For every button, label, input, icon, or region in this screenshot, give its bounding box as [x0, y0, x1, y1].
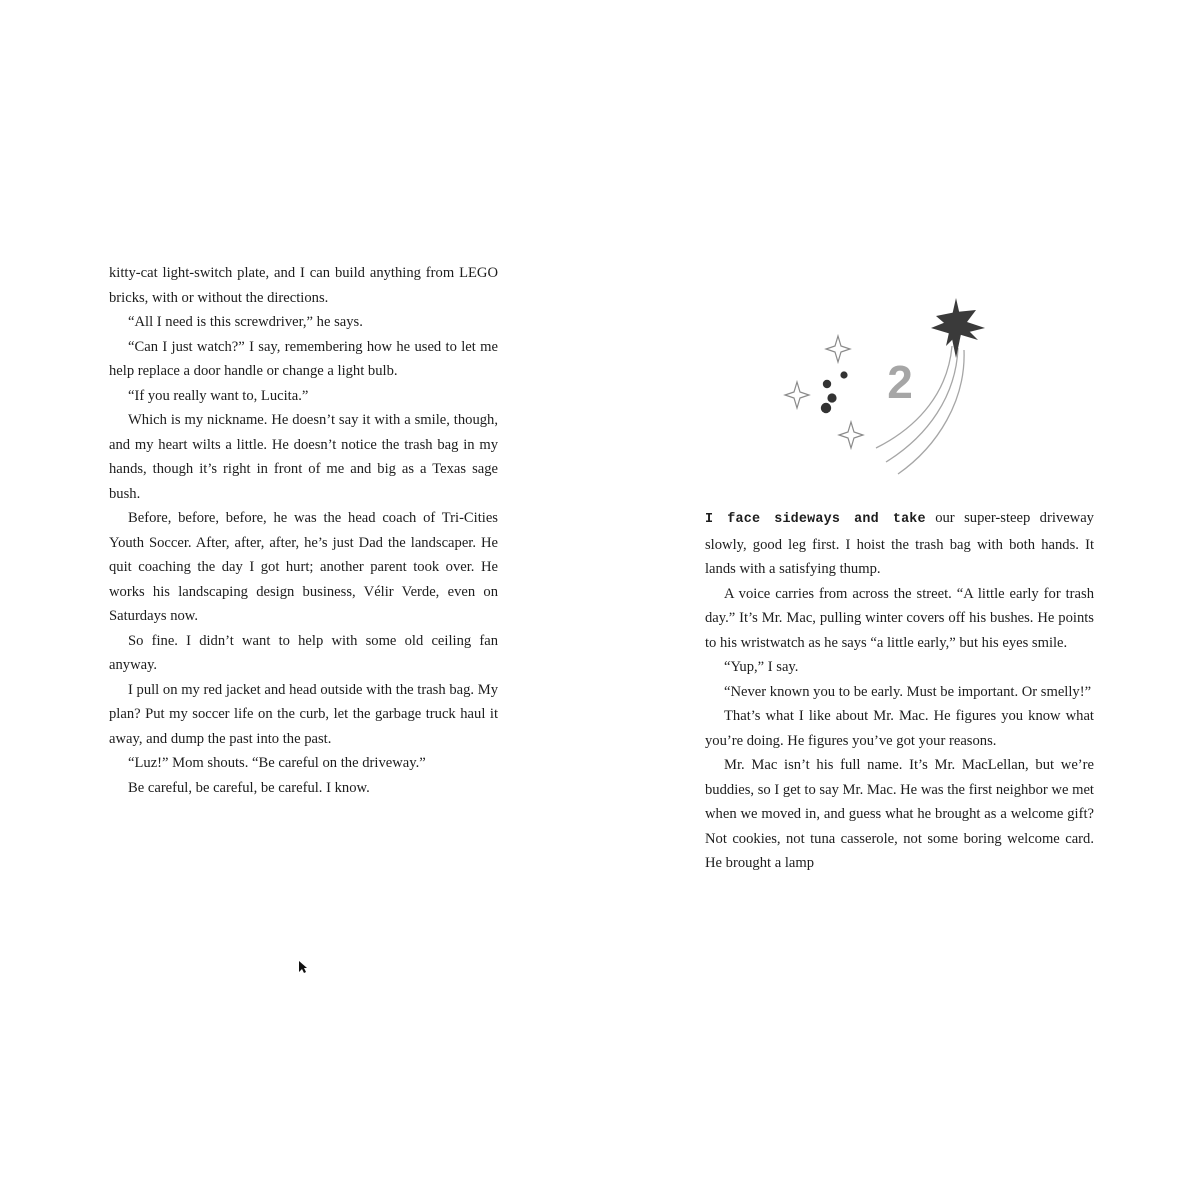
left-paragraph-3: “Can I just watch?” I say, remembering how he used to let me help replace a door handle or change a light bulb. — [109, 338, 498, 379]
left-paragraph-6: Before, before, before, he was the head coach of Tri-Cities Youth Soccer. After, after, after, he’s just Dad the landscaper. He quit coaching the day I got hurt; another parent took over. He works his landscaping design business, Vélir Verde, even on Saturdays now. — [109, 510, 498, 624]
right-paragraph-6: Mr. Mac isn’t his full name. It’s Mr. MacLellan, but we’re buddies, so I get to say Mr. Mac. He was the first neighbor we met when we moved in, and guess what he brought as a welcome gift? Not cookies, not tuna casserole, not some boring welcome card. He brought a lamp — [705, 757, 1094, 871]
chapter-number: 2 — [887, 356, 913, 408]
left-paragraph-9: “Luz!” Mom shouts. “Be careful on the driveway.” — [128, 755, 426, 771]
left-paragraph-8: I pull on my red jacket and head outside with the trash bag. My plan? Put my soccer life on the curb, let the garbage truck haul it away, and dump the past into the past. — [109, 681, 498, 747]
right-paragraph-2: A voice carries from across the street. “A little early for trash day.” It’s Mr. Mac, pulling winter covers off his bushes. He points to his wristwatch as he says “a little early,” but his eyes smile. — [705, 585, 1094, 651]
dots-icon — [821, 371, 848, 413]
left-paragraph-1: kitty-cat light-switch plate, and I can build anything from LEGO bricks, with or without the directions. — [109, 265, 498, 306]
sparkle-icon — [839, 422, 863, 448]
left-paragraph-10: Be careful, be careful, be careful. I know. — [128, 779, 370, 796]
left-page — [109, 261, 498, 800]
chapter-lead-in: I face sideways and take — [705, 512, 926, 527]
mouse-pointer-icon — [298, 960, 308, 974]
right-paragraph-5: That’s what I like about Mr. Mac. He figures you know what you’re doing. He figures you’ve got your reasons. — [705, 708, 1094, 749]
sparkle-icon — [826, 336, 850, 362]
sparkle-icon — [785, 382, 809, 408]
right-paragraph-1 — [705, 506, 1094, 582]
left-paragraph-2: “All I need is this screwdriver,” he says. — [128, 314, 363, 330]
chapter-ornament — [780, 296, 990, 486]
right-paragraph-1-text: our super-steep driveway slowly, good leg first. I hoist the trash bag with both hands. It lands with a satisfying thump. — [705, 510, 1094, 577]
left-paragraph-7: So fine. I didn’t want to help with some old ceiling fan anyway. — [109, 632, 498, 673]
right-page — [705, 506, 1094, 876]
right-paragraph-4: “Never known you to be early. Must be important. Or smelly!” — [724, 683, 1092, 700]
left-paragraph-5: Which is my nickname. He doesn’t say it with a smile, though, and my heart wilts a little. He doesn’t notice the trash bag in my hands, though it’s right in front of me and big as a Texas sage bush. — [109, 412, 498, 502]
left-paragraph-4: “If you really want to, Lucita.” — [128, 387, 309, 404]
right-paragraph-3: “Yup,” I say. — [724, 659, 799, 675]
